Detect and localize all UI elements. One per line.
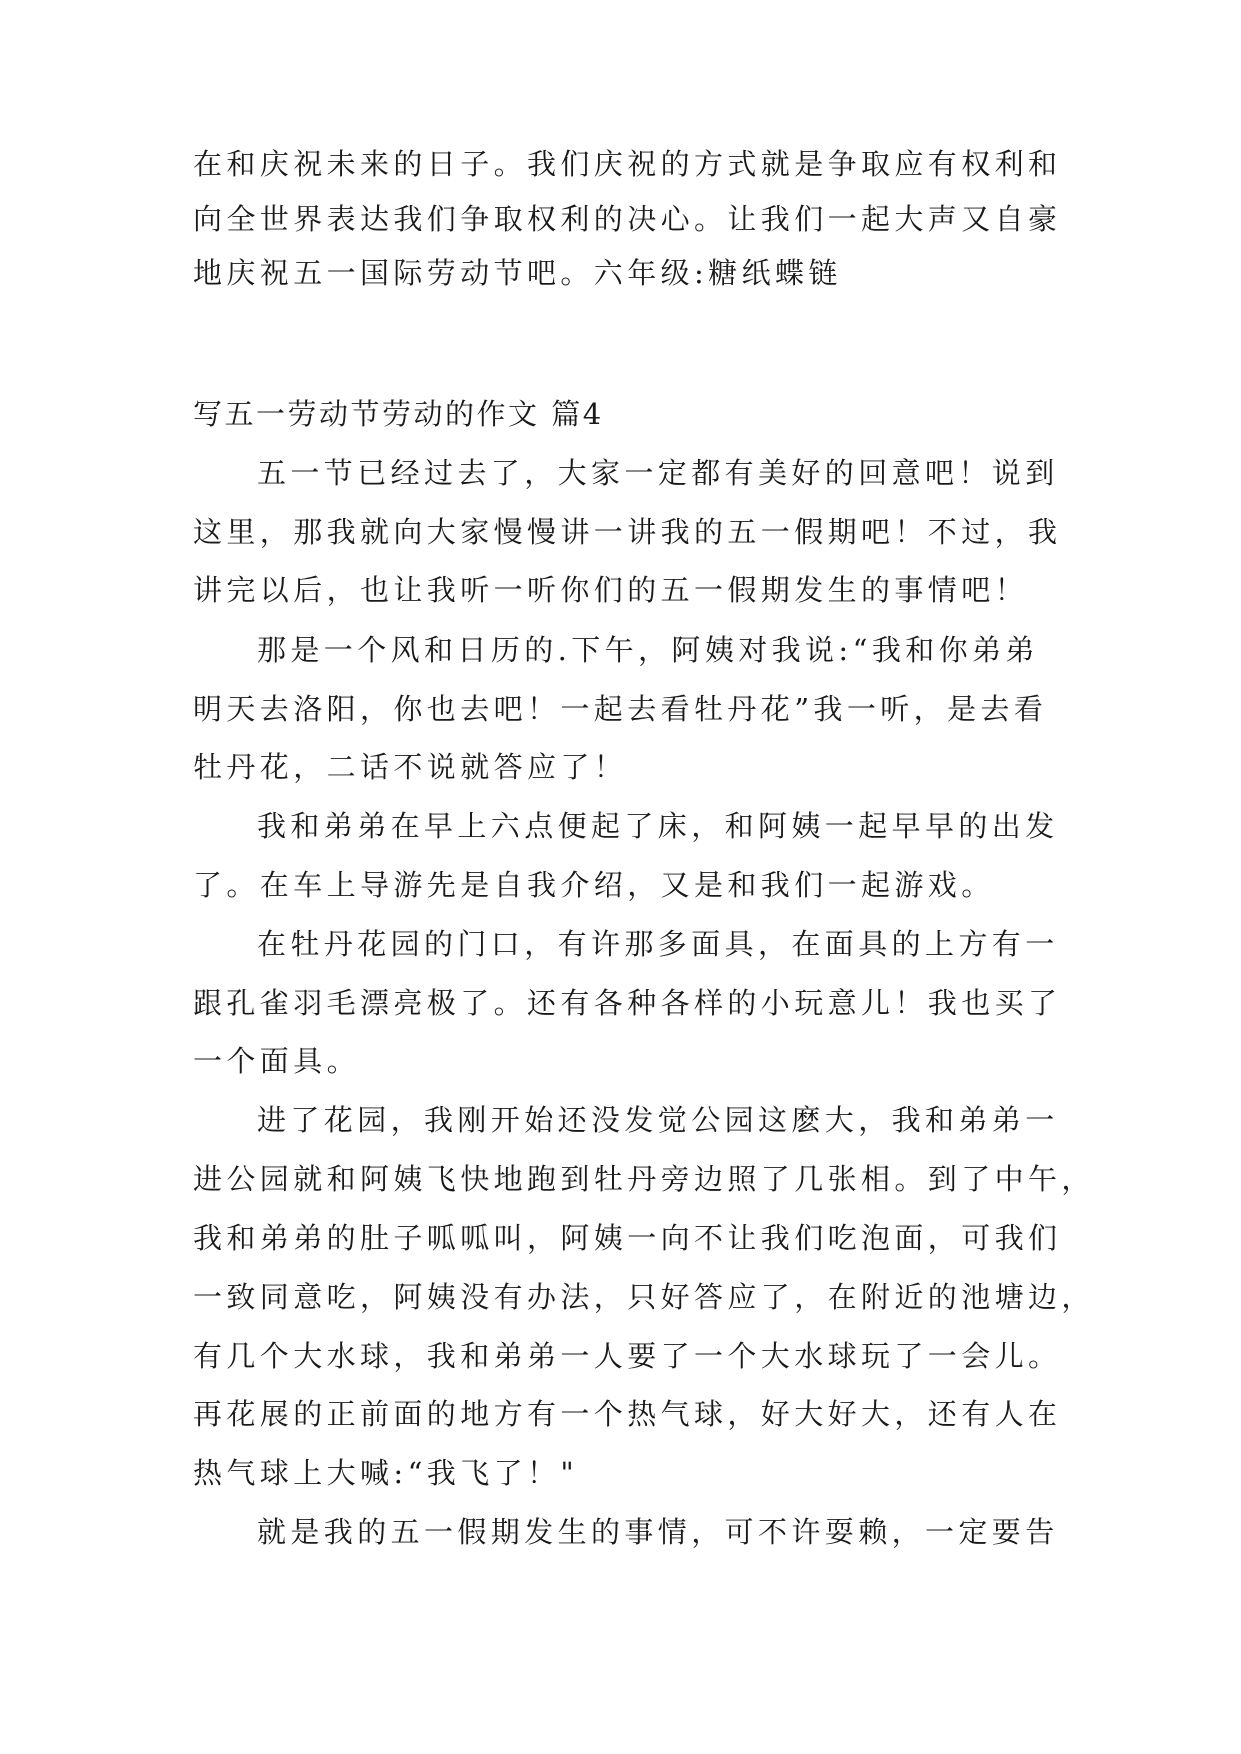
paragraph-5-line-5: 有几个大水球，我和弟弟一人要了一个大水球玩了一会儿。 — [193, 1339, 1062, 1373]
paragraph-1-line-2: 这里，那我就向大家慢慢讲一讲我的五一假期吧！不过，我 — [193, 515, 1062, 549]
section-title: 写五一劳动节劳动的作文 篇4 — [193, 397, 604, 431]
paragraph-3-line-1: 我和弟弟在早上六点便起了床，和阿姨一起早早的出发 — [257, 809, 1059, 843]
paragraph-6-line-1: 就是我的五一假期发生的事情，可不许耍赖，一定要告 — [257, 1515, 1059, 1549]
paragraph-5-line-3: 我和弟弟的肚子呱呱叫，阿姨一向不让我们吃泡面，可我们 — [193, 1221, 1062, 1255]
paragraph-1-line-3: 讲完以后，也让我听一听你们的五一假期发生的事情吧！ — [193, 573, 1029, 607]
intro-line-3: 地庆祝五一国际劳动节吧。六年级:糖纸蝶链 — [193, 256, 842, 290]
paragraph-2-line-1: 那是一个风和日历的.下午，阿姨对我说:“我和你弟弟 — [257, 633, 1039, 667]
paragraph-4-line-2: 跟孔雀羽毛漂亮极了。还有各种各样的小玩意儿！我也买了 — [193, 986, 1062, 1020]
paragraph-5-line-4: 一致同意吃，阿姨没有办法，只好答应了，在附近的池塘边， — [193, 1280, 1095, 1314]
intro-line-2: 向全世界表达我们争取权利的决心。让我们一起大声又自豪 — [193, 202, 1062, 236]
paragraph-5-line-6: 再花展的正前面的地方有一个热气球，好大好大，还有人在 — [193, 1397, 1062, 1431]
paragraph-1-line-1: 五一节已经过去了，大家一定都有美好的回意吧！说到 — [257, 456, 1059, 490]
paragraph-4-line-3: 一个面具。 — [193, 1044, 361, 1078]
paragraph-3-line-2: 了。在车上导游先是自我介绍，又是和我们一起游戏。 — [193, 868, 995, 902]
paragraph-2-line-3: 牡丹花，二话不说就答应了！ — [193, 750, 628, 784]
paragraph-4-line-1: 在牡丹花园的门口，有许那多面具，在面具的上方有一 — [257, 927, 1059, 961]
paragraph-5-line-1: 进了花园，我刚开始还没发觉公园这麽大，我和弟弟一 — [257, 1103, 1059, 1137]
paragraph-5-line-7: 热气球上大喊:“我飞了！" — [193, 1456, 579, 1490]
intro-line-1: 在和庆祝未来的日子。我们庆祝的方式就是争取应有权利和 — [193, 147, 1062, 181]
paragraph-5-line-2: 进公园就和阿姨飞快地跑到牡丹旁边照了几张相。到了中午， — [193, 1162, 1095, 1196]
paragraph-2-line-2: 明天去洛阳，你也去吧！一起去看牡丹花”我一听，是去看 — [193, 692, 1048, 726]
